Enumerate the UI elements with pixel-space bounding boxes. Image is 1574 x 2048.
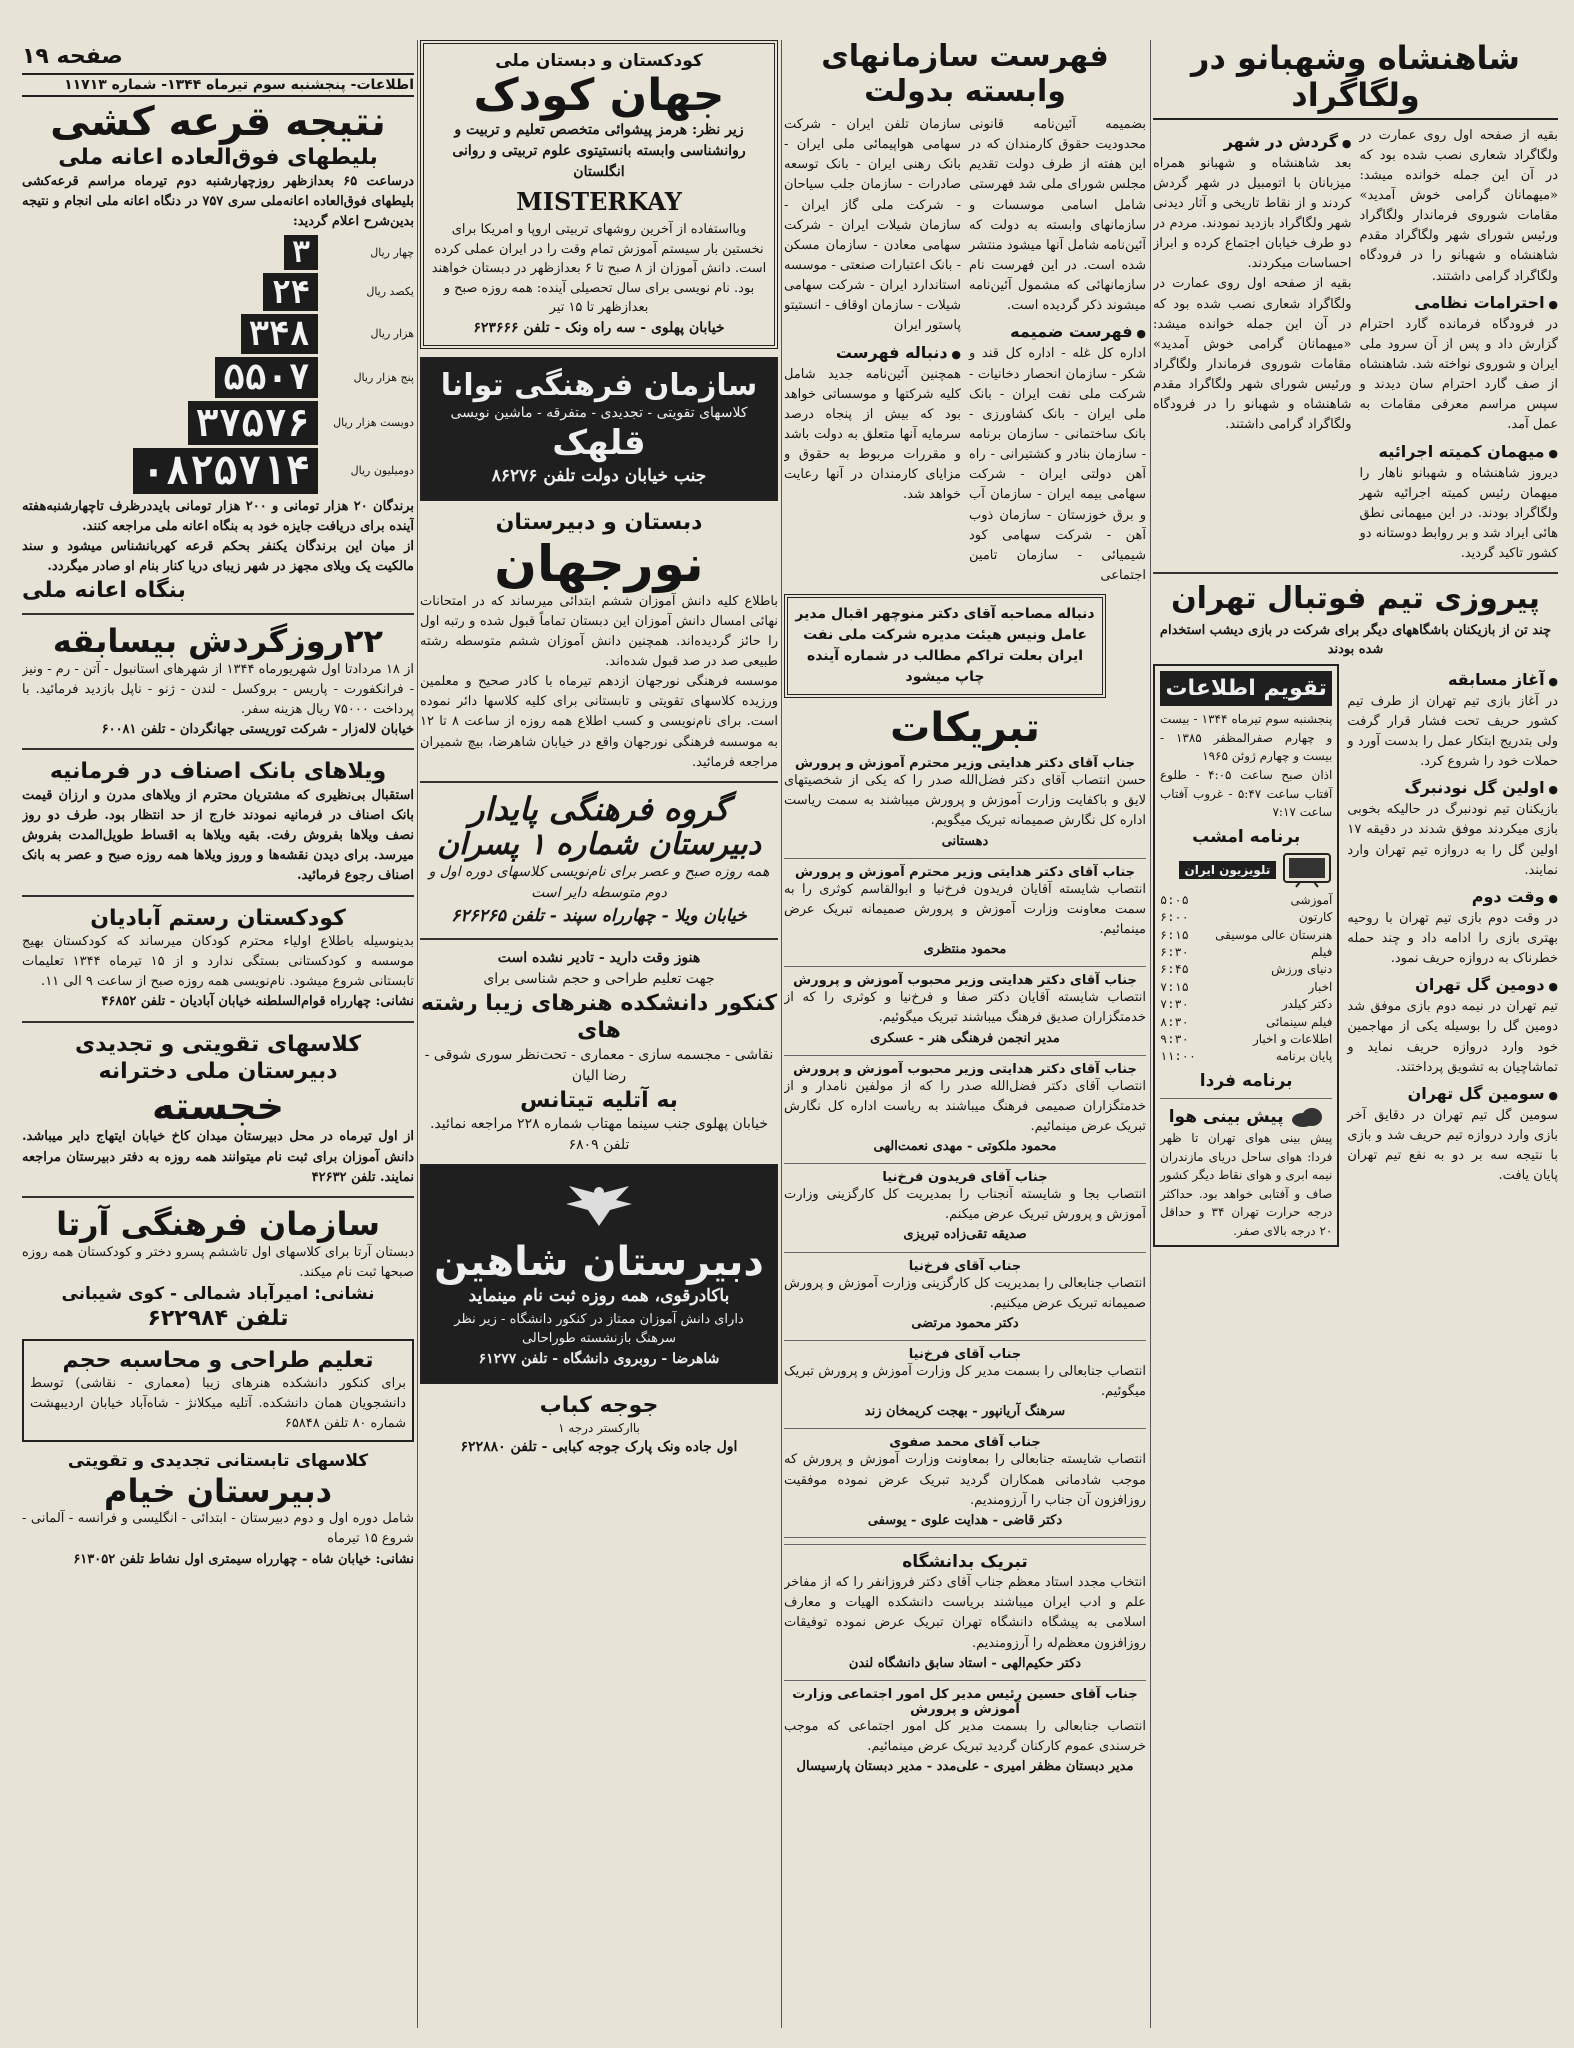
arta-phone: تلفن ۶۲۲۹۸۴ <box>147 1306 289 1331</box>
ad-label: کودکستان و دبستان ملی <box>495 51 703 71</box>
subhead: ● آغاز مسابقه <box>1347 670 1558 689</box>
ad-address: جنب خیابان دولت تلفن ۸۶۲۷۶ <box>491 465 707 486</box>
tv-schedule-row <box>1160 1014 1332 1031</box>
notice-box: دنباله مصاحبه آقای دکتر منوچهر اقبال مدیر عامل ونیس هیئت مدیره شرکت ملی نفت ایران بعلت تراکم مطالب در شماره آینده چاپ میشود <box>784 594 1106 698</box>
khayyam-text: شامل دوره اول و دوم دبیرستان - ابتدائی - انگلیسی و فرانسه - آلمانی - شروع ۱۵ تیرماه <box>22 1511 414 1547</box>
article-text: بقیه از صفحه اول روی عمارت در ولگاگراد شعاری نصب شده بود که در آن این جمله خوانده میشد: «میهمانان گرامی خوش آمدید» مقامات شوروی فرماندار ولگاگراد ورئیس شورای شهر ولگاگراد مقدم شاهنشاه و شهبانو را در فرودگاه ولگاگراد گرامی داشتند. <box>1153 276 1352 433</box>
winning-number: ۲۴ <box>263 273 318 311</box>
article-text: در وقت دوم بازی تیم تهران با روحیه بهتری بازی را ادامه داد و چند حمله خطرناک به دروازه حریف نمود. <box>1347 910 1558 967</box>
tv-program: هنرستان عالی موسیقی <box>1215 927 1333 942</box>
tv-schedule-row <box>1160 1048 1332 1065</box>
prize-label: دویست هزار ریال <box>333 416 414 430</box>
congrats-item <box>784 1347 1146 1422</box>
congrats-recipient: جناب آقای دکتر هدایتی وزیر محترم آموزش و پرورش <box>794 756 1136 772</box>
lead-headline: شاهنشاه وشهبانو در ولگاگراد <box>1153 40 1558 120</box>
column-rule <box>1150 40 1151 2028</box>
weather-text: پیش بینی هوای تهران تا ظهر فردا: هوای ساحل دریای مازندران نیمه ابری و هوای نقاط دیگر کشور صاف و آفتابی خواهد بود. حداکثر درجه حرارت تهران ۳۴ و حداقل ۲۰ درجه بالای صفر. <box>1160 1130 1333 1238</box>
subhead: ● وقت دوم <box>1347 887 1558 906</box>
ad-text: کلاسهای تقویتی - تجدیدی - متفرقه - ماشین نویسی <box>450 405 748 422</box>
tv-schedule-row <box>1160 996 1332 1013</box>
prize-label: یکصد ریال <box>366 285 414 299</box>
ad-title: جوجه کباب <box>539 1392 659 1418</box>
tv-schedule-row <box>1160 979 1332 996</box>
winning-number: ۳۷۵۷۶ <box>188 401 318 445</box>
kindergarten-address: نشانی: چهارراه قوام‌السلطنه خیابان آبادیان - تلفن ۴۶۸۵۲ <box>101 994 414 1010</box>
tv-schedule-row <box>1160 961 1332 978</box>
lottery-note: برندگان ۲۰ هزار تومانی و ۲۰۰ هزار تومانی بایددرظرف تاچهارشنبه‌هفته آینده برای دریافت جایزه خود به بنگاه اعانه ملی مراجعه کنند. <box>22 498 414 535</box>
tv-time: ۵:۰۵ <box>1160 892 1189 907</box>
calendar-sun: اذان صبح ساعت ۴:۰۵ - طلوع آفتاب ساعت ۵:۴۷ - غروب آفتاب ساعت ۷:۱۷ <box>1160 768 1333 820</box>
tv-program: اخبار <box>1308 979 1333 994</box>
tv-time: ۸:۳۰ <box>1160 1014 1189 1029</box>
ad-kabab <box>420 1392 778 1459</box>
prize-label: دومیلیون ریال <box>350 464 414 478</box>
ad-text: نقاشی - مجسمه سازی - معماری - تحت‌نظر سوری شوقی - رضا الیان <box>424 1046 774 1084</box>
signature: مدیر انجمن فرهنگی هنر - عسکری <box>870 1030 1060 1046</box>
ad-text: باطلاع کلیه دانش آموزان ششم ابتدائی میرساند که در امتحانات نهائی امسال دانش آموزان این دبستان تماماً قبول شده و رتبه اول را حائز گردیده‌اند. همچنین دانش آموزان ششم متوسطه رشته طبیعی صد در صد قبول شده‌اند. <box>420 593 778 669</box>
congrats-list <box>784 756 1146 1538</box>
calendar-box <box>1153 664 1339 1248</box>
signature: مدیر دبستان مظفر امیری - علی‌مدد - مدیر دبستان پارسیسال <box>796 1759 1134 1775</box>
ad-address: خیابان ویلا - چهارراه سپند - تلفن ۶۲۶۲۶۵ <box>451 906 747 927</box>
subhead: ● سومین گل تهران <box>1347 1084 1558 1103</box>
ad-shahin <box>420 1164 778 1384</box>
subhead: ● احترامات نظامی <box>1360 293 1559 312</box>
ad-address: شاهرضا - روبروی دانشگاه - تلفن ۶۱۲۷۷ <box>478 1350 720 1367</box>
column-rule <box>417 40 418 2028</box>
lottery-subheadline: بلیطهای فوق‌العاده اعانه ملی <box>58 145 378 170</box>
ad-text: جهت تعلیم طراحی و حجم شناسی برای <box>483 970 715 987</box>
ad-title: نورجهان <box>494 534 704 593</box>
subhead: ● دنباله فهرست <box>784 343 961 362</box>
kindergarten-headline: کودکستان رستم آبادیان <box>90 905 346 931</box>
article-text: انتخاب مجدد استاد معظم جناب آقای دکتر فروزانفر را که از مفاخر علم و ادب ایران میباشند بریاست دانشکده الهیات و معارف اسلامی به پیشگاه دانشگاه تهران تبریک عرض نموده توفیقات روزافزون معظم‌له را آرزومندیم. <box>784 1575 1146 1651</box>
column-news-right <box>1153 40 1558 2028</box>
tv-set-icon <box>1282 852 1332 888</box>
winning-number: ۵۵۰۷ <box>215 357 318 398</box>
winning-number: ۳۴۸ <box>241 314 318 354</box>
tv-time: ۶:۰۰ <box>1160 910 1189 925</box>
ad-label: دبستان و دبیرستان <box>495 510 703 536</box>
column-news-center <box>784 40 1146 2028</box>
arta-text: دبستان آرتا برای کلاسهای اول تاششم پسرو دختر و کودکستان همه روزه صبحها ثبت نام میکند. <box>22 1244 414 1280</box>
congrats-recipient: جناب آقای فریدون فرخ‌نیا <box>882 1170 1048 1186</box>
congrats-text: انتصاب جنابعالی را بمدیریت کل کارگزینی وزارت آموزش و پرورش صمیمانه تبریک عرض میکنیم. <box>784 1275 1146 1311</box>
design-ad <box>22 1339 414 1443</box>
tv-program: دکتر کیلدر <box>1281 997 1333 1012</box>
lottery-text: درساعت ۶۵ بعدازظهر روزچهارشنبه دوم تیرماه مراسم قرعه‌کشی بلیطهای فوق‌العاده اعانه‌ملی سری ۷۵۷ در دنگاه اعانه ملی انجام و نتیجه بدین‌شرح اعلام گردید: <box>22 173 414 229</box>
signature: دکتر قاضی - هدایت علوی - یوسفی <box>867 1512 1063 1528</box>
calendar-title: تقویم اطلاعات <box>1160 671 1332 707</box>
congrats-item <box>784 756 1146 852</box>
subhead: ● دومین گل تهران <box>1347 975 1558 994</box>
design-text: برای کنکور دانشکده هنرهای زیبا (معماری - نقاشی) توسط دانشجویان همان دانشکده. آتلیه میکلانژ - شاه‌آباد خیابان اردیبهشت شماره ۸۰ تلفن ۶۵۸۴۸ <box>30 1376 406 1432</box>
signature: محمود منتظری <box>923 942 1007 958</box>
ad-subtitle: باارکستر درجه ۱ <box>558 1421 640 1436</box>
congrats-recipient: جناب آقای حسین رئیس مدیر کل امور اجتماعی وزارت آموزش و پرورش <box>792 1686 1138 1717</box>
congrats-recipient: جناب آقای دکتر هدایتی وزیر محترم آموزش و پرورش <box>794 864 1136 880</box>
subhead: ● اولین گل نودنبرگ <box>1347 778 1558 797</box>
prize-label: پنج هزار ریال <box>353 370 414 384</box>
arta-headline: سازمان فرهنگی آرتا <box>56 1204 380 1243</box>
tv-program: آموزشی <box>1290 892 1333 907</box>
subhead: ● گردش در شهر <box>1153 132 1352 151</box>
ad-label: هنوز وقت دارید - تادیر نشده است <box>497 949 701 966</box>
ad-text: دارای دانش آموزان ممتاز در کنکور دانشگاه - زیر نظر سرهنگ بازنشسته طوراحالی <box>454 1311 744 1347</box>
football-headline: پیروزی تیم فوتبال تهران <box>1171 581 1540 617</box>
list-headline: فهرست سازمانهای وابسته بدولت <box>821 40 1109 109</box>
tv-logo: تلویزیون ایران <box>1179 861 1277 879</box>
tv-time: ۱۱:۰۰ <box>1160 1049 1197 1064</box>
khayyam-address: نشانی: خیابان شاه - چهارراه سیمتری اول نشاط تلفن ۶۱۳۰۵۲ <box>73 1551 414 1567</box>
ad-text: همه روزه صبح و عصر برای نام‌نویسی کلاسهای دوره اول و دوم متوسطه دایر است <box>428 864 770 902</box>
tv-program: فیلم <box>1311 945 1333 960</box>
tv-time: ۶:۱۵ <box>1160 927 1189 942</box>
article-text: در فرودگاه فرمانده گارد احترام گزارش داد و پس از آن سرود ملی ایران و شوروی نواخته شد. شاهنشاه از صف گارد احترام سان دیدند و سپس مراسم معرفی مقامات به عمل آمد. <box>1359 316 1558 433</box>
signature: دکتر محمود مرتضی <box>911 1315 1019 1331</box>
ad-text: زیر نظر: هرمز پیشوائی متخصص تعلیم و تربیت و روانشناسی وابسته بانستیتوی علوم تربیتی و روانی انگلستان <box>452 122 746 181</box>
lottery-headline: نتیجه قرعه کشی <box>50 100 386 145</box>
congrats-item <box>784 1259 1146 1334</box>
tv-program: دنیای ورزش <box>1271 962 1333 977</box>
congrats-item <box>784 865 1146 961</box>
congrats-text: انتصاب آقای دکتر فضل‌الله صدر را که از مولفین نامدار و از خدمتگزاران صمیمی فرهنگ میباشند به ریاست اداره کل نگارش تبریک عرض مینمائیم. <box>784 1078 1146 1134</box>
congrats-recipient: جناب آقای فرخ‌نیا <box>908 1258 1022 1274</box>
girls-school-text: از اول تیرماه در محل دبیرستان میدان کاخ خیابان ایتهاج دایر میباشد. دانش آموزان برای ثبت نام میتوانند همه روزه به دفتر دبیرستان مراجعه نمایند. تلفن ۴۲۶۳۲ <box>22 1129 414 1185</box>
cloud-icon <box>1290 1105 1324 1129</box>
tv-time: ۶:۳۰ <box>1160 945 1189 960</box>
girls-school-title: خجسته <box>152 1083 284 1128</box>
ad-titanes <box>420 948 778 1157</box>
congrats-text: انتصاب شایسته جنابعالی را بمعاونت وزارت آموزش و پرورش که موجب شادمانی همکاران گردید تبریک عرض نموده موفقیت روزافزون آن جناب را آرزومندیم. <box>784 1452 1146 1508</box>
congrats-recipient: جناب آقای دکتر هدایتی وزیر محبوب آموزش و پرورش <box>793 1061 1137 1077</box>
prize-label: هزار ریال <box>370 327 414 341</box>
article-text: سومین گل تیم تهران در دقایق آخر بازی وارد دروازه تیم حریف شد و بازی با نتیجه سه بر دو به نفع تیم تهران پایان یافت. <box>1347 1107 1558 1184</box>
calendar-date: پنجشنبه سوم تیرماه ۱۳۴۴ - بیست و چهارم صفرالمظفر ۱۳۸۵ - بیست و چهارم ژوئن ۱۹۶۵ <box>1160 712 1333 764</box>
article-text: تیم تهران در نیمه دوم بازی موفق شد دومین گل را بوسیله یکی از مهاجمین خود وارد دروازه حریف نماید و تماشاچیان به تشویق پرداختند. <box>1347 999 1558 1075</box>
congrats-recipient: جناب آقای دکتر هدایتی وزیر محبوب آموزش و پرورش <box>793 973 1137 989</box>
congrats-text: انتصاب بجا و شایسته آنجناب را بمدیریت کل کارگزینی وزارت آموزش و پرورش تبریک عرض میکنم. <box>784 1187 1146 1223</box>
congrats-headline: تبریکات <box>890 705 1040 752</box>
tv-program: پایان برنامه <box>1275 1049 1333 1064</box>
congrats-recipient: جناب آقای فرخ‌نیا <box>908 1347 1022 1363</box>
signature: محمود ملکوتی - مهدی نعمت‌الهی <box>873 1139 1057 1155</box>
signature: صدیقه تقی‌زاده تبریزی <box>903 1227 1027 1243</box>
tv-schedule-row <box>1160 892 1332 909</box>
signature: دهستانی <box>941 833 989 849</box>
signature: سرهنگ آریانپور - بهجت کریمخان زند <box>864 1404 1066 1420</box>
page-folio <box>22 44 414 97</box>
lottery-number-row <box>22 448 414 494</box>
tonight-title: برنامه امشب <box>1192 826 1301 847</box>
congrats-text: انتصاب جنابعالی را بسمت مدیر کل امور اجتماعی که موجب خرسندی عموم کارکنان گردید تبریک عرض مینمائیم. <box>784 1718 1146 1754</box>
winning-number: ۰۸۲۵۷۱۴ <box>133 448 318 494</box>
subhead: ● میهمان کمیته اجرائیه <box>1360 442 1559 461</box>
lottery-number-row <box>22 401 414 445</box>
ad-text: وبااستفاده از آخرین روشهای تربیتی اروپا و امریکا برای نخستین بار سیستم آموزش تمام وقت را در ایران عملی کرده است. دانش آموزان از ۸ صبح تا ۶ بعدازظهر در دبستان خواهند بود. نام نویسی برای سال تحصیلی آینده: همه روزه صبح و بعدازظهر تا ۱۵ تیر <box>431 222 767 316</box>
tv-time: ۷:۳۰ <box>1160 997 1189 1012</box>
tv-program: فیلم سینمائی <box>1265 1014 1333 1029</box>
ad-title: جهان کودک <box>473 70 725 122</box>
tour-text: از ۱۸ مردادتا اول شهریورماه ۱۳۴۴ از شهرهای استانبول - آتن - رم - ونیز - فرانکفورت - پاریس - بروکسل - لندن - ژنو - ناپل بازدید فرمائید. با پرداخت ۷۵۰۰۰ ریال هزینه سفر. <box>22 661 414 718</box>
design-headline: تعلیم طراحی و محاسبه حجم <box>62 1347 374 1373</box>
column-rule <box>781 40 782 2028</box>
lottery-note: از میان این برندگان یکنفر بحکم قرعه کهربانشناس میشود و سند مالکیت یک ویلای مجهز در شهر زیبای دریا کنار بنام او صادر میگردد. <box>22 539 414 575</box>
ad-address: اول جاده ونک پارک جوجه کبابی - تلفن ۶۲۲۸۸۰ <box>460 1439 738 1456</box>
tv-schedule <box>1160 892 1332 1066</box>
lottery-signature: بنگاه اعانه ملی <box>22 578 186 604</box>
lottery-number-row <box>22 235 414 270</box>
article-text: در آغاز بازی تیم تهران از طرف تیم کشور حریف تحت فشار قرار گرفت ولی بتدریج ابتکار عمل را بدست آورد و حملات خود را شروع کرد. <box>1347 693 1558 770</box>
tv-program: اطلاعات و اخبار <box>1252 1032 1333 1047</box>
article-text: بعد شاهنشاه و شهبانو همراه میزبانان با اتومبیل در شهر گردش کردند و از نقاط تاریخی و آثار دیدنی شهر ولگاگراد بازدید نمودند. مردم در دو طرف خیابان اجتماع کرده و ابراز احساسات میکردند. <box>1153 155 1352 272</box>
article-text: بازیکنان تیم نودنبرگ در حالیکه بخوبی بازی میکردند موفق شدند در دقیقه ۱۷ اولین گل را به دروازه تیم تهران وارد نمایند. <box>1347 802 1558 878</box>
subhead: ● فهرست ضمیمه <box>969 322 1146 341</box>
ad-address: خیابان پهلوی جنب سینما مهتاب شماره ۲۲۸ مراجعه نمائید. تلفن ۶۸۰۹ <box>429 1116 769 1154</box>
tv-schedule-row <box>1160 944 1332 961</box>
lottery-number-row <box>22 314 414 354</box>
kindergarten-text: بدینوسیله باطلاع اولیاء محترم کودکان میرساند که کودکستان بهیج موسسه و کودکستانی بستگی ندارد و از ۱۵ تیرماه ۱۳۴۴ تعلیمات تابستانی شروع میشود. نام‌نویسی همه روزه صبح از ساعت ۹ الی ۱۱. <box>22 934 414 990</box>
signature: دکتر حکیم‌الهی - استاد سابق دانشگاه لندن <box>848 1655 1082 1671</box>
congrats-text: حسن انتصاب آقای دکتر فضل‌الله صدر را که یکی از شخصیتهای لایق و باکفایت وزارت آموزش و پرورش میباشند به سمت ریاست اداره کل نگارش صمیمانه تبریک میگویم. <box>784 773 1146 829</box>
lottery-number-row <box>22 273 414 311</box>
article-text: بضمیمه آئین‌نامه قانونی محدودیت حقوق کارمندان که در این هفته از طرف دولت تقدیم مجلس شورای ملی شد فهرستی شامل اسامی موسسات و سازمانهای وابسته به دولت که آئین‌نامه شامل آنها میشود منتشر شده است. در این فهرست نام سازمانهائی که مشمول آئین‌نامه میشوند ذکر گردیده است. <box>969 117 1146 314</box>
org-list: اداره کل غله - اداره کل قند و شکر - سازمان انحصار دخانیات - شرکت ملی نفت ایران - بانک ملی ایران - بانک کشاورزی - بانک ساختمانی - سازمان برنامه - سازمان بنادر و کشتیرانی - راه آهن دولتی ایران - شرکت سهامی بیمه ایران - سازمان آب و برق خوزستان - سازمان ذوب آهن - شرکت سهامی کود شیمیائی - سازمان تامین اجتماعی <box>969 346 1146 583</box>
ad-noorjahan <box>420 509 778 773</box>
ad-address: خیابان پهلوی - سه راه ونک - تلفن ۶۲۳۶۶۶ <box>473 319 725 336</box>
ad-title: سازمان فرهنگی توانا <box>440 367 758 403</box>
tour-headline: ۲۲روزگردش بیسابقه <box>52 621 384 660</box>
villa-headline: ویلاهای بانک اصناف در فرمانیه <box>49 759 387 785</box>
subhead: تبریک بدانشگاه <box>902 1552 1028 1573</box>
tv-time: ۷:۱۵ <box>1160 979 1189 994</box>
congrats-text: انتصاب شایسته آقایان فریدون فرخ‌نیا و ابوالقاسم کوثری را به سمت معاونت وزارت آموزش و پرورش صمیمانه تبریک عرض مینمائیم. <box>784 881 1146 937</box>
tv-schedule-row <box>1160 927 1332 944</box>
tv-program: کارتون <box>1298 910 1333 925</box>
ad-subtitle: دبیرستان شماره ۱ پسران <box>437 826 761 862</box>
congrats-item <box>784 1435 1146 1531</box>
page-number: صفحه ۱۹ <box>22 44 123 69</box>
org-list: سازمان تلفن ایران - شرکت سهامی هواپیمائی ملی ایران - بانک رهنی ایران - بانک توسعه صادرات - سازمان جلب سیاحان - شرکت ملی گاز ایران - سازمان شیلات ایران - شرکت سهامی معادن - سازمان مسکن - بانک اعتبارات صنعتی - موسسه استاندارد ایران - شرکت سهامی شیلات - سازمان اوقاف - انستیتو پاستور ایران <box>784 117 961 334</box>
congrats-item <box>784 1170 1146 1245</box>
ad-text: باکادرقوی، همه روزه ثبت نام مینماید <box>468 1286 730 1307</box>
eagle-emblem-icon <box>564 1182 634 1232</box>
prize-label: چهار ریال <box>370 245 414 259</box>
ad-brand: MISTERKAY <box>516 187 682 217</box>
tv-time: ۶:۴۵ <box>1160 962 1189 977</box>
lottery-number-row <box>22 357 414 398</box>
tv-time: ۹:۳۰ <box>1160 1032 1189 1047</box>
ad-title: دبیرستان شاهین <box>434 1239 764 1286</box>
ad-jahan-koodak <box>420 40 778 349</box>
congrats-text: انتصاب شایسته آقایان دکتر صفا و فرخ‌نیا و کوثری را که از خدمتگزاران صدیق فرهنگ میباشند تبریک میگوئیم. <box>784 990 1146 1026</box>
ad-title: گروه فرهنگی پایدار <box>469 789 729 828</box>
ad-brand: به آتلیه تیتانس <box>520 1087 678 1113</box>
ad-tavana <box>420 357 778 501</box>
arta-address: نشانی: امیرآباد شمالی - کوی شیبانی <box>61 1283 375 1304</box>
congrats-item <box>784 973 1146 1048</box>
girls-school-label: کلاسهای تقویتی و تجدیدی دبیرستان ملی دخترانه <box>74 1031 362 1085</box>
article-text: همچنین آئین‌نامه جدید شامل کلیه شرکتها و موسساتی خواهد بود که بیش از پنجاه درصد سرمایه آنها متعلق به دولت باشد و مقررات مربوط به حقوق و مزایای کارمندان در آنها رعایت خواهد شد. <box>784 366 961 503</box>
issue-line: اطلاعات- پنجشنبه سوم تیرماه ۱۳۴۴- شماره ۱۱۷۱۳ <box>22 73 414 97</box>
football-intro: چند تن از بازیکنان باشگاههای دیگر برای شرکت در بازی دیشب استخدام شده بودند <box>1159 622 1552 658</box>
congrats-item <box>784 1062 1146 1158</box>
congrats-text: انتصاب جنابعالی را بسمت مدیر کل وزارت آموزش و پرورش تبریک میگوئیم. <box>784 1364 1146 1400</box>
lottery-numbers <box>22 235 414 494</box>
weather-title: پیش بینی هوا <box>1168 1106 1284 1127</box>
ad-text: موسسه فرهنگی نورجهان ازدهم تیرماه با کادر صحیح و معلمین ورزیده کلاسهای تقویتی و تابستانی برای کلیه کلاسها دائر نموده است. برای نام‌نویسی و کسب اطلاع همه روزه از ساعت ۸ تا ۱۲ به موسسه فرهنگی نورجهان واقع در خیابان شاهرضا، بیچ شمیران مراجعه فرمائید. <box>420 674 778 770</box>
ad-title: کنکور دانشکده هنرهای زیبا رشته های <box>420 990 778 1044</box>
ad-paydar <box>420 791 778 930</box>
column-ads-center <box>420 40 778 2028</box>
khayyam-title: دبیرستان خیام <box>104 1471 332 1510</box>
villa-text: استقبال بی‌نظیری که مشتریان محترم از ویلاهای مدرن و ارزان قیمت بانک اصناف در فرمانیه نمودند خارج از حد انتظار بود. طرف دو روز نصف ویلاها بفروش رفت. بقیه ویلاها به اقساط طویل‌المدت بفروش میرسد. برای دیدن نقشه‌ها و وروز ویلاها همه روزه صبح و عصر به بانک اصناف رجوع فرمائید. <box>22 787 414 884</box>
tv-schedule-row <box>1160 909 1332 926</box>
tour-address: خیابان لاله‌زار - شرکت توریستی جهانگردان - تلفن ۶۰۰۸۱ <box>101 722 414 738</box>
congrats-recipient: جناب آقای محمد صفوی <box>889 1435 1041 1451</box>
tv-schedule-row <box>1160 1031 1332 1048</box>
khayyam-label: کلاسهای تابستانی تجدیدی و تقویتی <box>67 1451 369 1472</box>
column-ads-left <box>22 100 414 2028</box>
winning-number: ۳ <box>284 235 318 270</box>
article-text: دیروز شاهنشاه و شهبانو ناهار را میهمان رئیس کمیته اجرائیه شهر ولگاگراد بودند. در این میهمانی نطق هائی ایراد شد و بر روابط دوستانه دو کشور تاکید گردید. <box>1359 465 1558 562</box>
tomorrow-title: برنامه فردا <box>1199 1070 1293 1091</box>
lead-text: بقیه از صفحه اول روی عمارت در ولگاگراد شعاری نصب شده بود که در آن این جمله خوانده میشد: «میهمانان گرامی خوش آمدید» مقامات شوروی فرماندار ولگاگراد ورئیس شورای شهر ولگاگراد مقدم شاهنشاه و شهبانو را در فرودگاه ولگاگراد گرامی داشتند. <box>1359 127 1558 284</box>
ad-brand: قلهک <box>552 423 646 464</box>
